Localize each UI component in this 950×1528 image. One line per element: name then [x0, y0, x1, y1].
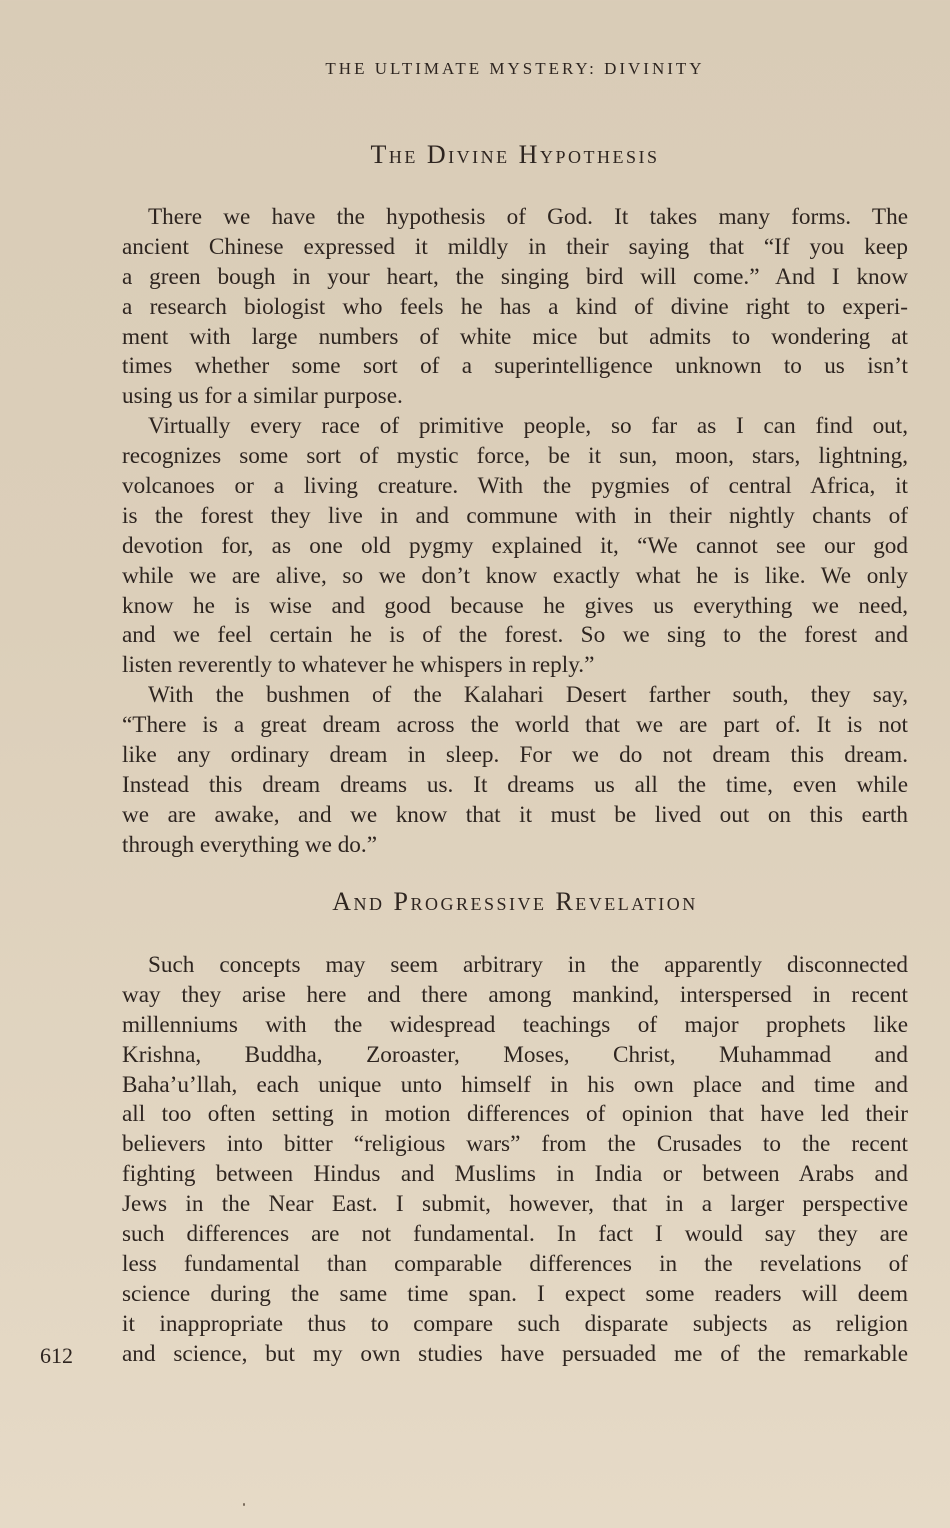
text-line: ancient Chinese expressed it mildly in their saying that “If you keep — [122, 233, 908, 260]
text-line: ment with large numbers of white mice but admits to wondering at — [122, 323, 908, 350]
paragraph — [122, 951, 908, 1369]
text-line: millenniums with the widespread teachings of major prophets like — [122, 1011, 908, 1038]
text-line: With the bushmen of the Kalahari Desert farther south, they say, — [148, 682, 908, 709]
text-line: through everything we do.” — [122, 831, 377, 858]
paragraph — [122, 412, 908, 681]
text-line: and science, but my own studies have persuaded me of the remarkable — [122, 1340, 908, 1367]
text-line: all too often setting in motion differences of opinion that have led their — [122, 1101, 908, 1128]
section-title-progressive-revelation: And Progressive Revelation — [332, 887, 698, 916]
text-line: listen reverently to whatever he whispers in reply.” — [122, 652, 595, 679]
text-line: a green bough in your heart, the singing bird will come.” And I know — [122, 263, 908, 290]
text-line: volcanoes or a living creature. With the pygmies of central Africa, it — [122, 473, 908, 500]
paragraph — [122, 681, 908, 860]
text-line: less fundamental than comparable differences in the revelations of — [122, 1250, 908, 1277]
section-body-divine-hypothesis — [122, 203, 908, 861]
text-line: fighting between Hindus and Muslims in India or between Arabs and — [122, 1161, 908, 1188]
text-line: using us for a similar purpose. — [122, 383, 403, 410]
text-line: science during the same time span. I expect some readers will deem — [122, 1280, 908, 1307]
text-line: times whether some sort of a superintelligence unknown to us isn’t — [122, 353, 908, 380]
paragraph — [122, 203, 908, 412]
text-line: believers into bitter “religious wars” from the Crusades to the recent — [122, 1131, 908, 1158]
text-line: devotion for, as one old pygmy explained it, “We cannot see our god — [122, 532, 908, 559]
text-line: such differences are not fundamental. In fact I would say they are — [122, 1221, 908, 1248]
text-line: a research biologist who feels he has a kind of divine right to experi- — [122, 293, 908, 320]
text-line: Virtually every race of primitive people, so far as I can find out, — [148, 413, 908, 440]
section-title-divine-hypothesis: The Divine Hypothesis — [370, 140, 660, 169]
paper-speck — [243, 1503, 245, 1506]
text-line: There we have the hypothesis of God. It takes many forms. The — [148, 204, 908, 230]
running-head: THE ULTIMATE MYSTERY: DIVINITY — [325, 59, 705, 78]
text-line: way they arise here and there among mankind, interspersed in recent — [122, 981, 908, 1008]
section-body-progressive-revelation — [122, 951, 908, 1369]
text-line: we are awake, and we know that it must be lived out on this earth — [122, 801, 908, 828]
text-line: Such concepts may seem arbitrary in the apparently disconnected — [148, 952, 908, 978]
text-line: Jews in the Near East. I submit, however, that in a larger perspective — [122, 1191, 908, 1218]
text-line: know he is wise and good because he gives us everything we need, — [122, 592, 908, 619]
text-line: while we are alive, so we don’t know exactly what he is like. We only — [122, 562, 908, 589]
text-line: is the forest they live in and commune with in their nightly chants of — [122, 502, 908, 529]
text-line: “There is a great dream across the world that we are part of. It is not — [122, 712, 908, 739]
text-line: it inappropriate thus to compare such disparate subjects as religion — [122, 1310, 908, 1337]
text-line: Krishna, Buddha, Zoroaster, Moses, Christ, Muhammad and — [122, 1041, 908, 1068]
text-line: recognizes some sort of mystic force, be it sun, moon, stars, lightning, — [122, 443, 908, 470]
text-line: like any ordinary dream in sleep. For we do not dream this dream. — [122, 742, 908, 769]
text-line: and we feel certain he is of the forest. So we sing to the forest and — [122, 622, 908, 649]
text-line: Instead this dream dreams us. It dreams us all the time, even while — [122, 771, 908, 798]
page-number: 612 — [40, 1343, 73, 1368]
text-line: Baha’u’llah, each unique unto himself in his own place and time and — [122, 1071, 908, 1098]
